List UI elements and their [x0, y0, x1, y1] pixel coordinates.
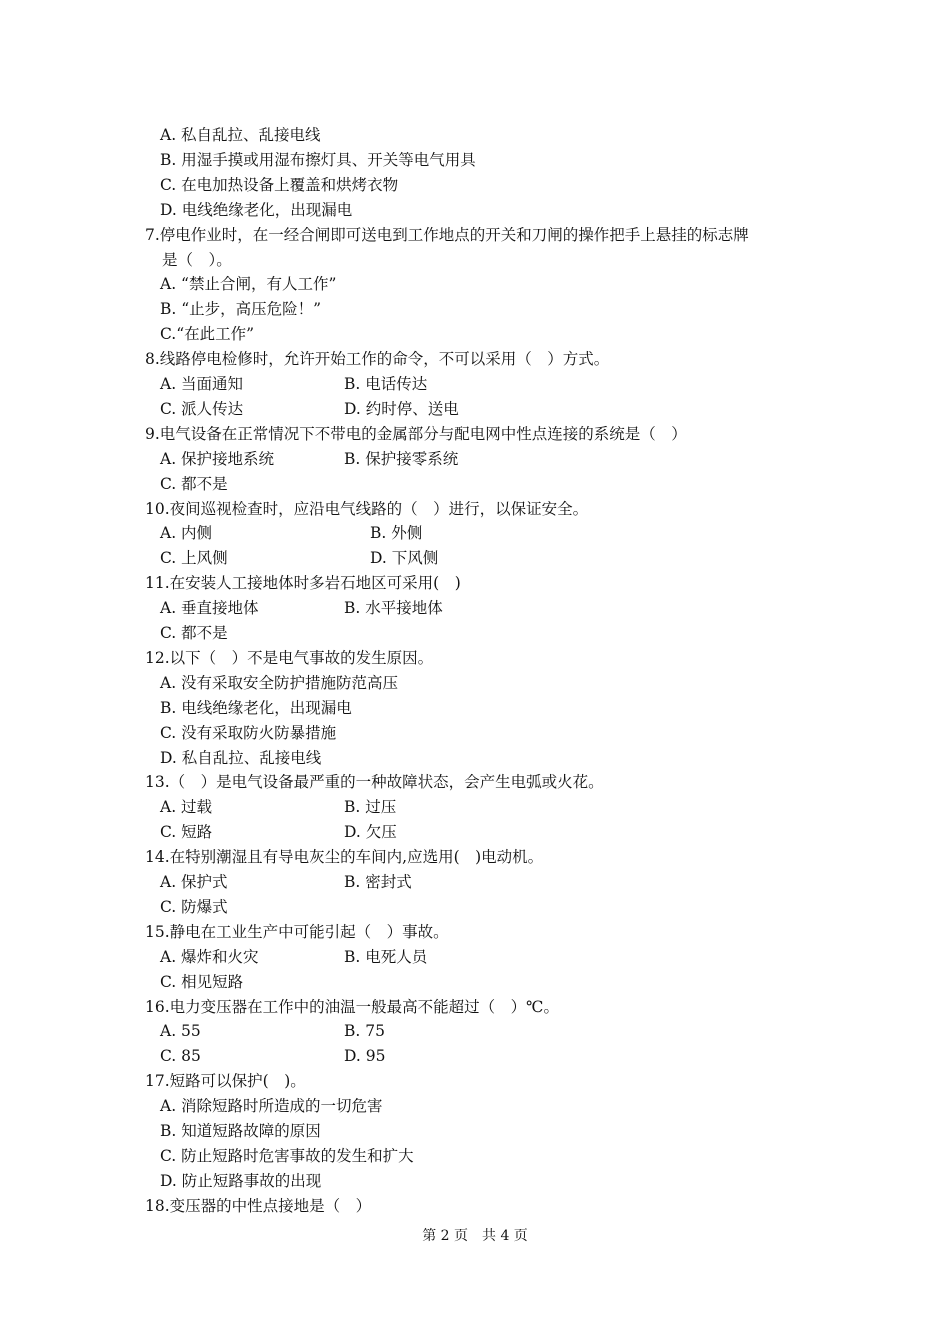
option-text: D. 约时停、送电: [344, 399, 459, 418]
option-text: D. 私自乱拉、乱接电线: [160, 748, 322, 767]
option-text: B. 过压: [344, 798, 397, 817]
question-text: 16.电力变压器在工作中的油温一般最高不能超过（ ）℃。: [145, 997, 559, 1016]
option-text: C. 在电加热设备上覆盖和烘烤衣物: [160, 175, 399, 194]
option-text: A. 55: [160, 1022, 201, 1041]
option-line: [0, 173, 950, 198]
option-line: [0, 721, 950, 746]
question-line: [0, 347, 950, 372]
option-line: [0, 546, 950, 571]
question-text: 9.电气设备在正常情况下不带电的金属部分与配电网中性点连接的系统是（ ）: [145, 424, 687, 443]
option-text: A. 保护接地系统: [160, 449, 275, 468]
question-text: 是（ ）。: [162, 250, 232, 269]
option-text: B. 知道短路故障的原因: [160, 1122, 321, 1140]
option-text: D. 95: [344, 1047, 386, 1066]
option-line: [0, 746, 950, 771]
option-text: B. 用湿手摸或用湿布擦灯具、开关等电气用具: [160, 150, 476, 169]
option-text: A. 私自乱拉、乱接电线: [160, 126, 321, 144]
question-text: 18.变压器的中性点接地是（ ）: [145, 1196, 372, 1215]
option-line: [0, 198, 950, 223]
option-text: B. 75: [344, 1022, 385, 1041]
option-line: [0, 870, 950, 895]
option-text: A. 保护式: [160, 873, 228, 891]
option-line: [0, 621, 950, 646]
page-number: 第 2 页: [422, 1228, 468, 1244]
option-line: [0, 148, 950, 173]
option-text: D. 下风侧: [370, 549, 439, 568]
option-line: [0, 1019, 950, 1044]
option-text: A. 没有采取安全防护措施防范高压: [160, 673, 399, 692]
option-text: C. 都不是: [160, 474, 228, 493]
option-line: [0, 272, 950, 297]
option-line: [0, 123, 950, 148]
page-total: 共 4 页: [482, 1228, 528, 1244]
option-text: A. “禁止合闸，有人工作”: [160, 275, 337, 294]
option-text: D. 欠压: [344, 823, 397, 842]
option-line: [0, 447, 950, 472]
option-line: [0, 322, 950, 347]
option-line: [0, 372, 950, 397]
option-text: B. 电线绝缘老化，出现漏电: [160, 698, 352, 717]
question-text: 11.在安装人工接地体时多岩石地区可采用( ): [145, 574, 461, 593]
option-text: B. 水平接地体: [344, 599, 443, 618]
option-line: [0, 596, 950, 621]
page-footer: [0, 1226, 950, 1246]
option-text: C. 上风侧: [160, 549, 228, 568]
option-text: C. 相见短路: [160, 972, 244, 991]
option-text: A. 爆炸和火灾: [160, 947, 259, 966]
option-line: [0, 472, 950, 497]
option-text: B. 密封式: [344, 873, 412, 891]
option-text: B. “止步，高压危险！”: [160, 300, 322, 319]
option-line: [0, 1119, 950, 1144]
option-text: B. 外侧: [370, 524, 423, 543]
option-text: C.“在此工作”: [160, 325, 255, 344]
question-text: 15.静电在工业生产中可能引起（ ）事故。: [145, 922, 449, 941]
question-line: [0, 646, 950, 671]
option-line: [0, 895, 950, 920]
option-line: [0, 1144, 950, 1169]
option-line: [0, 945, 950, 970]
option-text: A. 消除短路时所造成的一切危害: [160, 1097, 383, 1116]
option-text: D. 防止短路事故的出现: [160, 1171, 322, 1190]
option-line: [0, 297, 950, 322]
option-text: C. 85: [160, 1047, 201, 1066]
question-text: 12.以下（ ）不是电气事故的发生原因。: [145, 648, 434, 667]
option-text: C. 派人传达: [160, 399, 244, 418]
option-line: [0, 1044, 950, 1069]
option-line: [0, 795, 950, 820]
option-text: C. 没有采取防火防暴措施: [160, 723, 337, 742]
question-line: [0, 497, 950, 522]
option-text: D. 电线绝缘老化，出现漏电: [160, 200, 353, 219]
option-text: B. 电死人员: [344, 947, 428, 966]
option-text: A. 垂直接地体: [160, 599, 259, 618]
question-text: 17.短路可以保护( )。: [145, 1072, 306, 1091]
option-text: A. 当面通知: [160, 375, 244, 393]
option-text: C. 防爆式: [160, 897, 228, 916]
question-line: [0, 770, 950, 795]
option-line: [0, 696, 950, 721]
question-line: [0, 995, 950, 1020]
option-line: [0, 1169, 950, 1194]
option-line: [0, 671, 950, 696]
question-text: 13.（ ）是电气设备最严重的一种故障状态，会产生电弧或火花。: [145, 773, 604, 792]
option-text: C. 防止短路时危害事故的发生和扩大: [160, 1146, 414, 1165]
question-line: [0, 223, 950, 248]
question-text: 8.线路停电检修时，允许开始工作的命令，不可以采用（ ）方式。: [145, 350, 610, 369]
question-text: 7.停电作业时，在一经合闸即可送电到工作地点的开关和刀闸的操作把手上悬挂的标志牌: [145, 225, 749, 244]
question-line: [0, 422, 950, 447]
option-line: [0, 521, 950, 546]
question-line: [0, 1069, 950, 1094]
option-text: B. 保护接零系统: [344, 449, 459, 468]
option-text: B. 电话传达: [344, 375, 428, 393]
option-text: A. 内侧: [160, 524, 213, 543]
option-line: [0, 970, 950, 995]
option-text: A. 过载: [160, 798, 213, 817]
option-line: [0, 397, 950, 422]
question-line: [0, 920, 950, 945]
question-text: 14.在特别潮湿且有导电灰尘的车间内,应选用( )电动机。: [145, 848, 544, 867]
question-line: [0, 1194, 950, 1219]
question-line: [0, 248, 950, 273]
question-line: [0, 571, 950, 596]
question-text: 10.夜间巡视检查时，应沿电气线路的（ ）进行，以保证安全。: [145, 499, 589, 518]
option-line: [0, 1094, 950, 1119]
option-text: C. 都不是: [160, 624, 228, 642]
question-line: [0, 845, 950, 870]
option-line: [0, 820, 950, 845]
option-text: C. 短路: [160, 823, 213, 842]
